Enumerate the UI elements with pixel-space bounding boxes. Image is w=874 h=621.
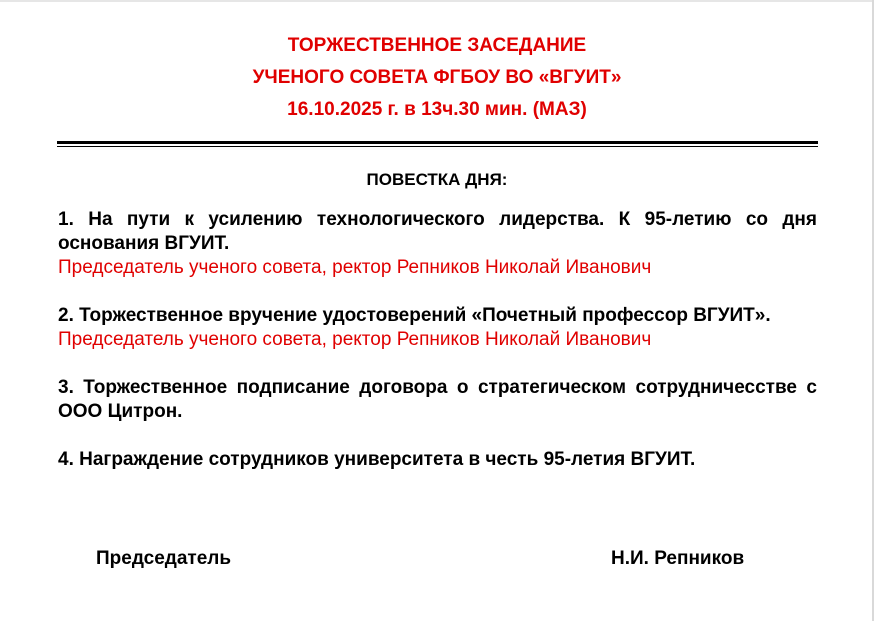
header-date: 16.10.2025 г. в 13ч.30 мин. (МАЗ) xyxy=(287,99,587,120)
signature-role: Председатель xyxy=(96,548,232,569)
agenda-title: ПОВЕСТКА ДНЯ: xyxy=(366,170,508,189)
agenda-item xyxy=(58,304,817,352)
agenda-item-speaker: Председатель ученого совета, ректор Репников Николай Иванович xyxy=(58,257,652,278)
header-divider-thin xyxy=(57,146,818,147)
agenda-item-text: 4. Награждение сотрудников университета в честь 95-летия ВГУИТ. xyxy=(58,449,696,470)
agenda-list xyxy=(58,208,817,496)
agenda-item-speaker: Председатель ученого совета, ректор Репников Николай Иванович xyxy=(58,329,652,350)
agenda-item-text: 1. На пути к усилению технологического лидерства. К 95-летию со дня основания ВГУИТ. xyxy=(58,209,817,254)
header-divider-thick xyxy=(57,141,818,144)
window-top-border xyxy=(0,0,874,2)
agenda-item xyxy=(58,376,817,424)
agenda-item xyxy=(58,208,817,280)
document-header xyxy=(0,30,874,126)
agenda-item-text: 3. Торжественное подписание договора о стратегическом сотрудничесстве с ООО Цитрон. xyxy=(58,377,817,422)
agenda-item xyxy=(58,448,817,472)
signature-name: Н.И. Репников xyxy=(611,548,745,569)
header-title: ТОРЖЕСТВЕННОЕ ЗАСЕДАНИЕ xyxy=(287,35,587,56)
agenda-item-text: 2. Торжественное вручение удостоверений «Почетный профессор ВГУИТ». xyxy=(58,305,771,326)
header-council: УЧЕНОГО СОВЕТА ФГБОУ ВО «ВГУИТ» xyxy=(252,67,622,88)
